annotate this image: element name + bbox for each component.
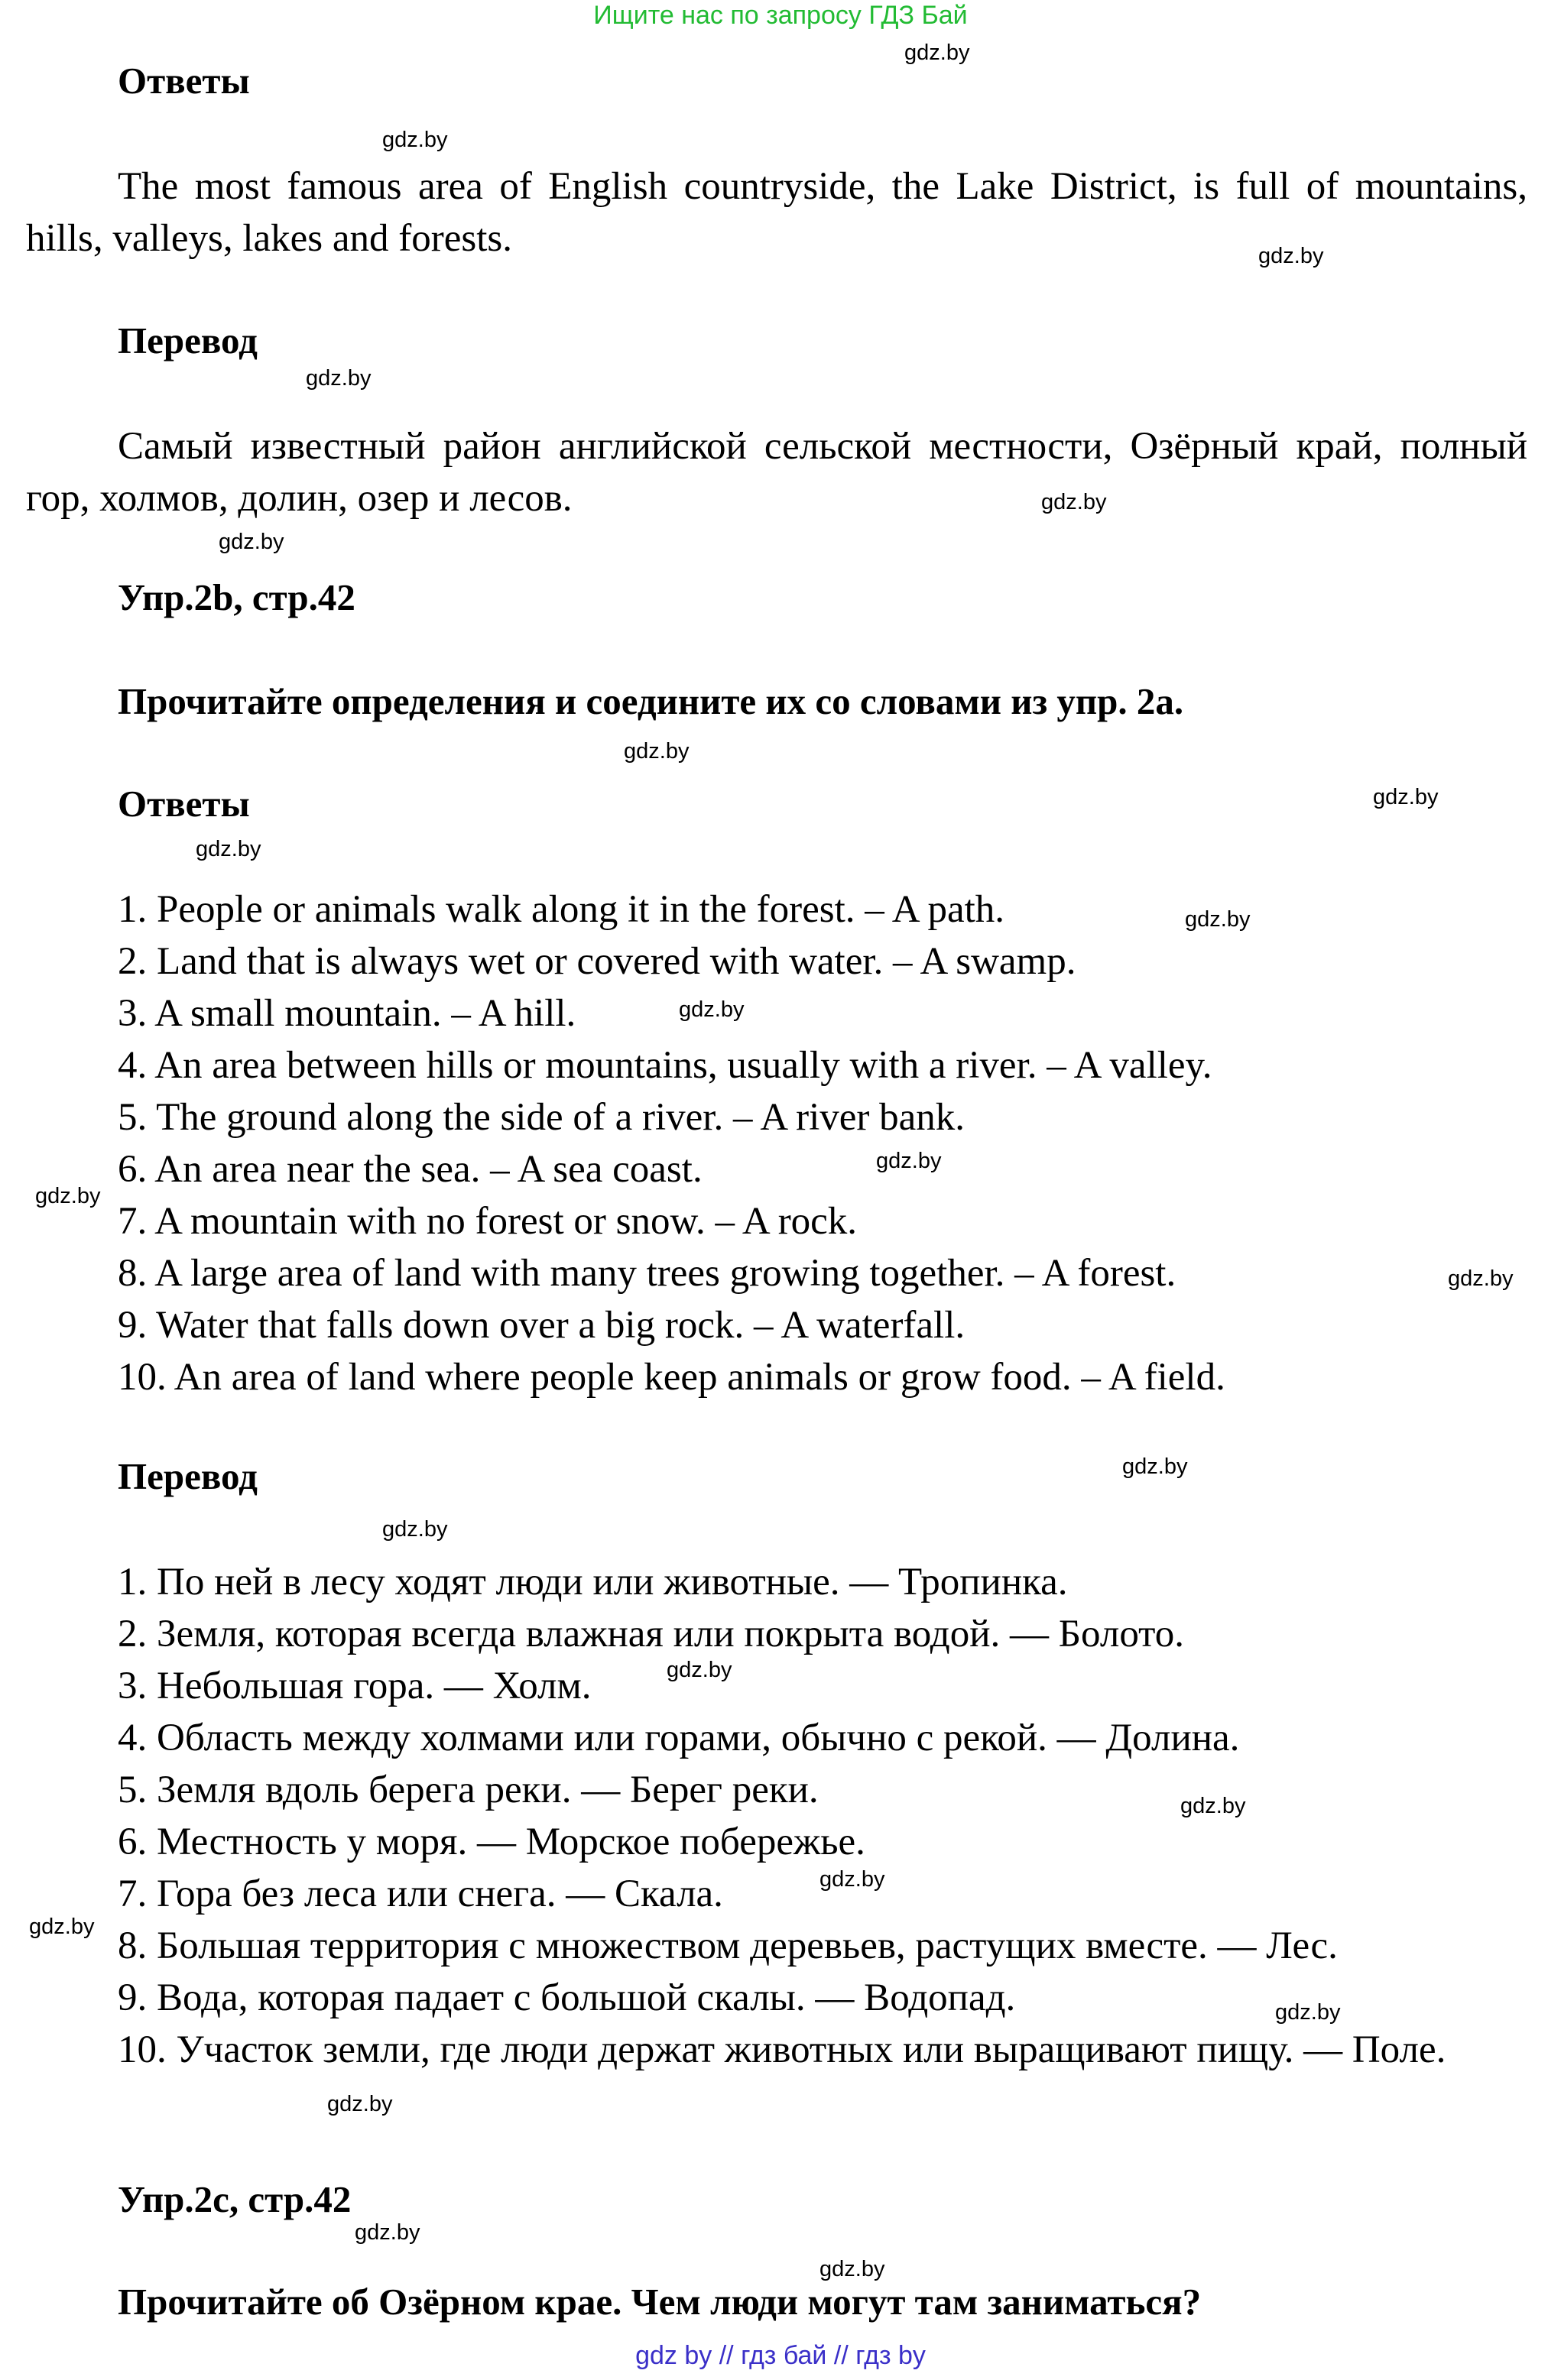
translation-paragraph: Самый известный район английской сельской местности, Озёрный край, полный гор, холмов, долин, озер и лесов. <box>26 425 1527 520</box>
watermark: gdz.by <box>667 1658 732 1682</box>
answers-heading-2b: Ответы <box>118 783 250 825</box>
answers-heading: Ответы <box>118 60 250 102</box>
answer-item: 10. An area of land where people keep animals or grow food. – A field. <box>118 1356 1225 1399</box>
answer-item: 8. A large area of land with many trees growing together. – A forest. <box>118 1252 1176 1295</box>
exercise-2c-instruction: Прочитайте об Озёрном крае. Чем люди могут там заниматься? <box>118 2281 1202 2323</box>
translation-item: 4. Область между холмами или горами, обычно с рекой. — Долина. <box>118 1717 1240 1759</box>
watermark: gdz.by <box>1122 1454 1188 1479</box>
watermark: gdz.by <box>819 2257 885 2281</box>
watermark: gdz.by <box>196 837 261 861</box>
watermark: gdz.by <box>679 997 745 1022</box>
watermark: gdz.by <box>624 739 690 764</box>
answer-item: 1. People or animals walk along it in the forest. – A path. <box>118 888 1005 931</box>
footer-link[interactable]: гдз бай <box>741 2341 827 2370</box>
footer-link[interactable]: gdz by <box>635 2341 712 2370</box>
watermark: gdz.by <box>1185 907 1251 932</box>
translation-item: 1. По ней в лесу ходят люди или животные. — Тропинка. <box>118 1561 1068 1603</box>
translation-heading-2b: Перевод <box>118 1455 258 1497</box>
answer-item: 4. An area between hills or mountains, usually with a river. – A valley. <box>118 1044 1212 1087</box>
watermark: gdz.by <box>382 128 448 152</box>
footer-separator: // <box>833 2341 849 2370</box>
watermark: gdz.by <box>1180 1794 1246 1818</box>
translation-item: 5. Земля вдоль берега реки. — Берег реки. <box>118 1769 819 1811</box>
answer-item: 5. The ground along the side of a river. – A river bank. <box>118 1096 965 1139</box>
translation-item: 2. Земля, которая всегда влажная или покрыта водой. — Болото. <box>118 1613 1185 1655</box>
watermark: gdz.by <box>904 41 970 65</box>
footer-links <box>0 2340 1561 2371</box>
answer-item: 9. Water that falls down over a big rock. – A waterfall. <box>118 1304 965 1347</box>
watermark: gdz.by <box>29 1915 95 1939</box>
watermark: gdz.by <box>1275 2000 1341 2025</box>
watermark: gdz.by <box>382 1517 448 1542</box>
answer-paragraph: The most famous area of English countryside, the Lake District, is full of mountains, hills, valleys, lakes and forests. <box>26 165 1527 260</box>
translation-item: 9. Вода, которая падает с большой скалы. — Водопад. <box>118 1976 1016 2019</box>
answer-item: 7. A mountain with no forest or snow. – A rock. <box>118 1200 858 1243</box>
answer-item: 6. An area near the sea. – A sea coast. <box>118 1148 703 1191</box>
watermark: gdz.by <box>306 366 372 391</box>
watermark: gdz.by <box>327 2092 393 2116</box>
translation-item: 6. Местность у моря. — Морское побережье. <box>118 1821 865 1863</box>
watermark: gdz.by <box>219 530 284 554</box>
answer-item: 2. Land that is always wet or covered with water. – A swamp. <box>118 940 1076 983</box>
watermark: gdz.by <box>1041 490 1107 514</box>
translation-item-last: 10. Участок земли, где люди держат животных или выращивают пищу. — Поле. <box>118 2028 1446 2071</box>
translation-item: 7. Гора без леса или снега. — Скала. <box>118 1873 723 1915</box>
exercise-2b-instruction: Прочитайте определения и соедините их со словами из упр. 2а. <box>118 680 1184 722</box>
watermark: gdz.by <box>1448 1266 1514 1291</box>
exercise-2c-title: Упр.2c, стр.42 <box>118 2178 352 2220</box>
watermark: gdz.by <box>1373 785 1439 809</box>
answer-item: 3. A small mountain. – A hill. <box>118 992 576 1035</box>
watermark: gdz.by <box>355 2220 420 2245</box>
watermark: gdz.by <box>1258 244 1324 268</box>
translation-heading: Перевод <box>118 319 258 362</box>
translation-item: 3. Небольшая гора. — Холм. <box>118 1665 592 1707</box>
watermark: gdz.by <box>35 1184 101 1208</box>
translation-item: 8. Большая территория с множеством деревьев, растущих вместе. — Лес. <box>118 1924 1338 1967</box>
watermark: gdz.by <box>876 1149 942 1173</box>
watermark: gdz.by <box>819 1867 885 1892</box>
exercise-2b-title: Упр.2b, стр.42 <box>118 576 355 618</box>
footer-link[interactable]: гдз by <box>855 2341 926 2370</box>
footer-separator: // <box>719 2341 734 2370</box>
top-banner[interactable]: Ищите нас по запросу ГДЗ Бай <box>593 1 968 30</box>
